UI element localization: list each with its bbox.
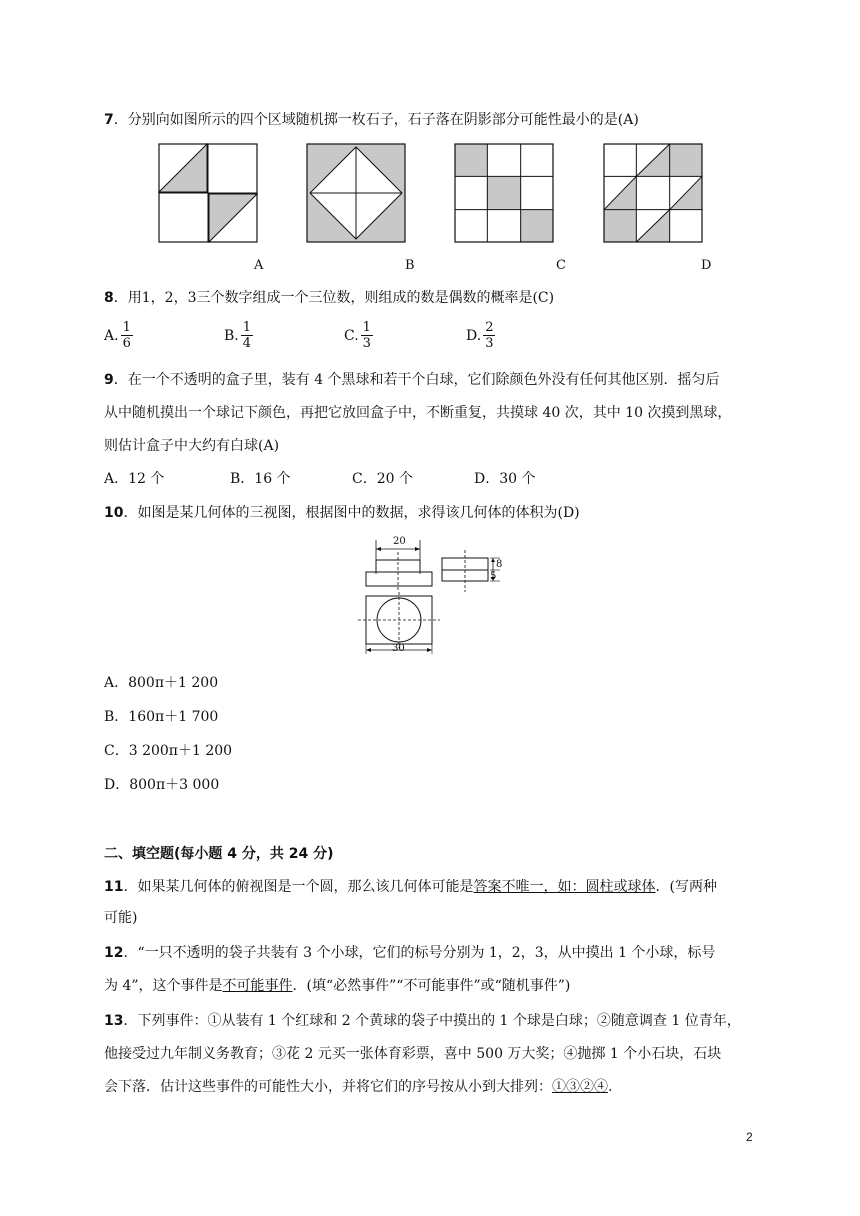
- three-view-figure: [352, 536, 512, 660]
- numerator: 1: [242, 320, 252, 335]
- question-9-line-3: 则估计盒子中大约有白球(A): [104, 438, 280, 454]
- figure-label-c: C: [556, 258, 566, 273]
- figure-a: [158, 143, 258, 243]
- question-text: ．下列事件：①从装有 1 个红球和 2 个黄球的袋子中摸出的 1 个球是白球；②随意调查 1 位青年，: [123, 1013, 741, 1029]
- numerator: 1: [362, 320, 371, 335]
- question-13: [104, 1011, 741, 1031]
- question-9: [104, 370, 720, 390]
- option-c: [344, 320, 373, 351]
- question-text: ．“一只不透明的袋子共装有 3 个小球，它们的标号分别为 1，2，3，从中摸出 1 个小球，标号: [123, 945, 716, 961]
- figure-label-a: A: [254, 258, 264, 273]
- option-d: [466, 320, 495, 351]
- option-d: D．800π＋3 000: [104, 777, 220, 793]
- option-letter: D.: [466, 327, 482, 344]
- question-number: 13: [104, 1013, 124, 1029]
- question-12: [104, 943, 715, 963]
- numerator: 1: [122, 320, 131, 335]
- option-c: C．20 个: [352, 471, 413, 487]
- question-11: [104, 877, 717, 897]
- answer-blank: 答案不唯一，如：圆柱或球体: [473, 879, 656, 895]
- question-text: 为 4”，这个事件是: [104, 978, 223, 994]
- figure-b: [306, 143, 406, 243]
- denominator: 6: [122, 336, 131, 351]
- question-text: ．如图是某几何体的三视图，根据图中的数据，求得该几何体的体积为(D): [123, 505, 580, 521]
- fraction: [361, 320, 373, 351]
- dim-right-a: 8: [496, 559, 503, 570]
- question-13-line-2: 他接受过九年制义务教育；③花 2 元买一张体育彩票，喜中 500 万大奖；④抛掷 1 个小石块，石块: [104, 1046, 722, 1062]
- fraction: [241, 320, 253, 351]
- denominator: 3: [362, 336, 371, 351]
- option-letter: B.: [224, 327, 239, 344]
- question-number: 8: [104, 290, 114, 306]
- dim-bottom: 30: [392, 643, 405, 654]
- question-number: 7: [104, 112, 114, 128]
- answer-blank: 不可能事件: [222, 978, 293, 994]
- question-number: 11: [104, 879, 124, 895]
- figure-label-d: D: [701, 258, 712, 273]
- question-text-tail: ．(写两种: [655, 879, 717, 895]
- question-9-line-2: 从中随机摸出一个球记下颜色，再把它放回盒子中，不断重复，共摸球 40 次，其中 10 次摸到黑球，: [104, 405, 732, 421]
- question-text-tail: ．(填“必然事件”“不可能事件”或“随机事件”): [292, 978, 571, 994]
- option-a: A．12 个: [104, 471, 165, 487]
- section-title: 二、填空题(每小题 4 分，共 24 分): [104, 846, 334, 862]
- denominator: 4: [242, 336, 252, 351]
- option-b: B．160π＋1 700: [104, 709, 219, 725]
- fraction: [483, 320, 495, 351]
- dim-top: 20: [393, 536, 406, 547]
- question-number: 9: [104, 372, 114, 388]
- option-a: [104, 320, 133, 351]
- option-a: A．800π＋1 200: [104, 675, 219, 691]
- figure-d: [603, 143, 703, 243]
- question-text-tail: .: [608, 1079, 613, 1095]
- question-12-line-2: [104, 976, 570, 996]
- option-c: C．3 200π＋1 200: [104, 743, 233, 759]
- option-d: D．30 个: [474, 471, 536, 487]
- question-text: ．分别向如图所示的四个区域随机掷一枚石子，石子落在阴影部分可能性最小的是(A): [113, 112, 639, 128]
- option-letter: C.: [344, 327, 359, 344]
- figure-c: [454, 143, 554, 243]
- fraction: [121, 320, 133, 351]
- page-number: 2: [746, 1130, 753, 1144]
- question-text: 会下落．估计这些事件的可能性大小，并将它们的序号按从小到大排列：: [104, 1079, 552, 1095]
- option-letter: A.: [104, 327, 119, 344]
- question-text: ．在一个不透明的盒子里，装有 4 个黑球和若干个白球，它们除颜色外没有任何其他区别．摇匀后: [113, 372, 720, 388]
- question-11-line-2: 可能): [104, 910, 138, 926]
- answer-blank: ①③②④: [552, 1079, 608, 1095]
- question-7: [104, 110, 639, 130]
- dim-right-b: 5: [490, 571, 497, 582]
- option-b: [224, 320, 253, 351]
- question-number: 12: [104, 945, 124, 961]
- question-10: [104, 503, 580, 523]
- front-view: [366, 540, 432, 592]
- question-text: ．如果某几何体的俯视图是一个圆，那么该几何体可能是: [123, 879, 474, 895]
- question-13-line-3: [104, 1077, 612, 1097]
- question-8: [104, 288, 554, 308]
- question-number: 10: [104, 505, 124, 521]
- question-text: ．用1，2，3三个数字组成一个三位数，则组成的数是偶数的概率是(C): [113, 290, 555, 306]
- figure-label-b: B: [405, 258, 415, 273]
- denominator: 3: [485, 336, 494, 351]
- numerator: 2: [485, 320, 494, 335]
- option-b: B．16 个: [230, 471, 291, 487]
